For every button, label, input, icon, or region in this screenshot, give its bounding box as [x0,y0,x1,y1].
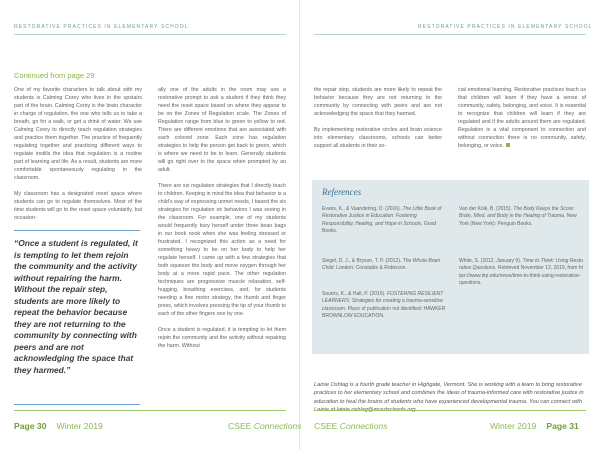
reference-authors: Siegel, D. J., & Bryson, T. P. (2012). [322,258,403,264]
left-issue-season: Winter 2019 [56,421,103,431]
reference-publisher: Good Books. [322,220,437,234]
left-footer-rule [14,410,286,411]
body-column-3: the repair step, students are more likely to repeat the behavior because they are not returning to the community by connecting with peers and are not acknowledging the space that they harmed. By implementing restorative circles and brain science into elementary classrooms, schools can better support all students in their so- [314,87,442,149]
body-column-4 [458,86,586,150]
right-issue-season: Winter 2019 [490,421,537,431]
right-folio [490,421,579,431]
end-of-article-mark [506,143,510,147]
reference-publisher: New York (New York): Penguin Books. [459,213,577,227]
right-publication-prefix: CSEE [314,421,338,431]
body-column-2: ally one of the adults in the room may use a restorative prompt to ask a student if they think they need the reset space based on where they appear to be on the Zones of Regulation scale. The Zones of Regulation range from blue to green to yellow to red. There are different emotions that are associated with each colored zone. Each zone has regulation strategies to help the person get back to green, which is where we need to be to learn. Generally students will go right over to the space when prompted by an adult. There are six regulation strategies that I directly teach to children. Keeping in mind the idea that behavior is a child’s way of expressing unmet needs, I based the six strategies for regulation on behaviors I was seeing in the classroom. For example, one of my students would frequently bury herself under three bean bags in our book nook when she was feeling stressed or frustrated. I recognized this action as a need for something heavy to be on her body to help her regulate herself. I came up with a few strategies that both squeeze the body and move oxygen through her body at a more rapid pace. The other regulation techniques are progressive muscle relaxation, self-hugging, breathing exercises, and, for students needing a fine motor strategy, the thumb and finger press, which involves pressing the tip of your thumb to each of the other fingers one by one. Once a student is regulated, it is tempting to let them rejoin the community and the activity without repairing the harm. Without [158,87,286,349]
reference-entry [459,258,583,287]
reference-title: The Little Book of Restorative Justice in Education: Fostering Responsibility, Healing, and Hope in Schools. [322,206,442,227]
body-column-1: One of my favorite characters to talk about with my students is Calming Corey who lives in the upstairs part of the brain. Calming Corey is the brain character in charge of regulation, the one who tells us to take a breath, go for a walk, or get a drink of water. We use Calming Corey to directly teach regulation strategies and practice them together. The practice of frequently regulating together and practicing different ways to regulate instills the idea that regulation is a routine part of learning and life. As a result, students are more comfortable spontaneously regulating in the classroom. My classroom has a designated reset space where students can go to regulate themselves. Most of the time students will go to the reset space voluntarily, but occasion- [14,87,142,221]
reference-authors: Van der Kolk, B. (2015). [459,206,514,212]
reference-entry [322,291,447,320]
body-column-4-text: cial emotional learning. Restorative practices teach us that children will learn if they have a sense of community, safety, belonging, and voice. It is essential to recognize that children will learn if they are regulated and if the adults around them are regulated. Regulation is a vital component to connection and without connection there is no community, safety, belonging, or voice. [458,87,586,149]
reference-authors: Souers, K., & Hall, P. (2016). [322,291,387,297]
right-page-number: Page 31 [546,421,579,431]
right-publication-name [314,421,388,431]
references-title: References [322,187,362,197]
pull-quote: “Once a student is regulated, it is tempting to let them rejoin the community and the activity without repairing the harm. Without the repair step, students are more likely to repeat the behavior because they are not returning to the community by connecting with peers and are not acknowledging the space that they harmed.” [14,238,138,375]
left-running-head: RESTORATIVE PRACTICES IN ELEMENTARY SCHOOL [14,24,189,30]
reference-authors: Evans, K., & Vaandering, D. (2016). [322,206,403,212]
reference-publisher: London: Constable & Robinson. [334,265,407,272]
reference-publisher: Retrieved November 12, 2019, from https://www.iirp.edu/news/time-to-think-using-restorative-questions. [459,265,583,286]
left-page-number: Page 30 [14,421,47,431]
reference-title: The Whole-Brain Child. [322,258,441,272]
author-bio: Lainie Oshlag is a fourth grade teacher in Highgate, Vermont. She is working with a team to bring restorative practices to her elementary school and combines the ideas of trauma-informed care with restorative justice in education to heal the brains of students who have experienced developmental trauma. You can connect with [314,382,584,405]
left-header-rule [14,34,286,35]
reference-title: Time to Think: Using Restorative Questions. [459,258,583,272]
references-box [312,180,589,354]
pull-quote-top-rule [14,230,140,231]
left-publication-title: Connections [253,421,302,431]
right-running-head: RESTORATIVE PRACTICES IN ELEMENTARY SCHOOL [418,24,593,30]
left-publication-name [228,421,302,431]
left-publication-prefix: CSEE [228,421,252,431]
reference-entry [459,206,583,228]
reference-entry [322,206,447,235]
left-folio [14,421,103,431]
reference-publisher: Place of publication not identified: HAWKER BROWNLOW EDUCATION. [322,305,446,319]
right-footer-rule [314,410,586,411]
right-header-rule [314,34,586,35]
reference-title: FOSTERING RESILIENT LEARNERS: Strategies for creating a trauma-sensitive classroom. [322,291,444,312]
right-publication-title: Connections [339,421,388,431]
continued-label: Continued from page 29 [14,71,95,80]
pull-quote-bottom-rule [14,404,140,405]
reference-entry [322,258,447,273]
reference-authors: White, S. (2012, January 9). [459,258,523,264]
page-spine [299,0,300,450]
reference-title: The Body Keeps the Score: Brain, Mind, and Body in the Healing of Trauma. [459,206,575,220]
